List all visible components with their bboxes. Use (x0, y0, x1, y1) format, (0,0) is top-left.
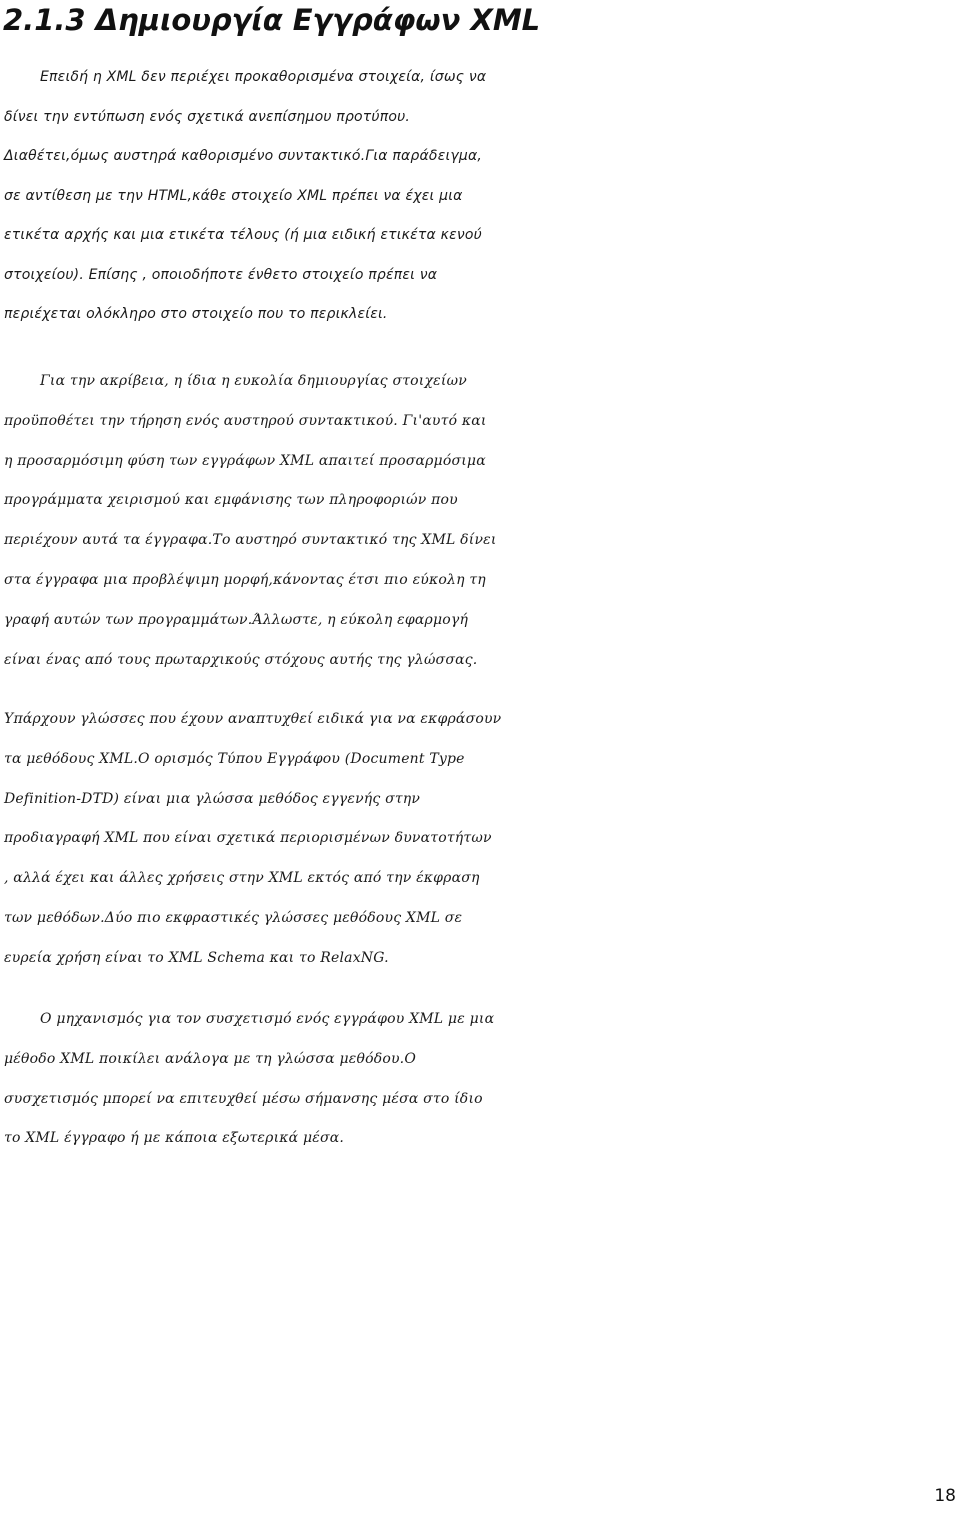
paragraph-2 (4, 362, 960, 680)
text-line: ευρεία χρήση είναι το XML Schema και το RelaxNG. (4, 949, 389, 966)
text-line: στα έγγραφα μια προβλέψιμη μορφή,κάνοντας έτσι πιο εύκολη τη (4, 571, 486, 588)
paragraph-4 (4, 1000, 960, 1159)
text-line: τα μεθόδους XML.Ο ορισμός Τύπου Εγγράφου (Document Type (4, 750, 465, 767)
text-line: γραφή αυτών των προγραμμάτων.Άλλωστε, η εύκολη εφαρμογή (4, 611, 469, 628)
text-line: Υπάρχουν γλώσσες που έχουν αναπτυχθεί ειδικά για να εκφράσουν (4, 711, 502, 727)
text-line: περιέχουν αυτά τα έγγραφα.Το αυστηρό συντακτικό της XML δίνει (4, 532, 497, 549)
text-line: μέθοδο XML ποικίλει ανάλογα με τη γλώσσα μεθόδου.Ο (4, 1050, 417, 1067)
text-line: το XML έγγραφο ή με κάποια εξωτερικά μέσα. (4, 1130, 345, 1147)
text-line: η προσαρμόσιμη φύση των εγγράφων XML απαιτεί προσαρμόσιμα (4, 452, 486, 469)
text-line: στοιχείου). Επίσης , οποιοδήποτε ένθετο στοιχείο πρέπει να (4, 266, 438, 283)
text-line: των μεθόδων.Δύο πιο εκφραστικές γλώσσες μεθόδους XML σε (4, 909, 463, 926)
text-line: προγράμματα χειρισμού και εμφάνισης των πληροφοριών που (4, 492, 458, 509)
text-line: Επειδή η XML δεν περιέχει προκαθορισμένα στοιχεία, ίσως να (40, 69, 487, 85)
text-line: δίνει την εντύπωση ενός σχετικά ανεπίσημου προτύπου. (4, 108, 411, 125)
page-number: 18 (934, 1486, 956, 1506)
paragraph-3 (4, 700, 960, 979)
paragraph-1 (4, 58, 960, 335)
text-line: Definition-DTD) είναι μια γλώσσα μεθόδος εγγενής στην (4, 790, 421, 807)
text-line: Ο μηχανισμός για τον συσχετισμό ενός εγγράφου XML με μια (40, 1011, 495, 1027)
text-line: ετικέτα αρχής και μια ετικέτα τέλους (ή μια ειδική ετικέτα κενού (4, 227, 482, 243)
text-line: περιέχεται ολόκληρο στο στοιχείο που το περικλείει. (4, 306, 388, 322)
text-line: προϋποθέτει την τήρηση ενός αυστηρού συντακτικού. Γι'αυτό και (4, 412, 487, 429)
text-line: Για την ακρίβεια, η ίδια η ευκολία δημιουργίας στοιχείων (40, 373, 467, 389)
text-line: είναι ένας από τους πρωταρχικούς στόχους αυτής της γλώσσας. (4, 651, 478, 668)
text-line: προδιαγραφή XML που είναι σχετικά περιορισμένων δυνατοτήτων (4, 830, 492, 847)
text-line: σε αντίθεση με την HTML,κάθε στοιχείο XML πρέπει να έχει μια (4, 187, 463, 204)
text-line: συσχετισμός μπορεί να επιτευχθεί μέσω σήμανσης μέσα στο ίδιο (4, 1090, 483, 1107)
text-line: , αλλά έχει και άλλες χρήσεις στην XML εκτός από την έκφραση (4, 870, 480, 887)
text-line: Διαθέτει,όμως αυστηρά καθορισμένο συντακτικό.Για παράδειγμα, (4, 148, 483, 164)
section-heading: 2.1.3 Δημιουργία Εγγράφων XML (3, 3, 541, 37)
